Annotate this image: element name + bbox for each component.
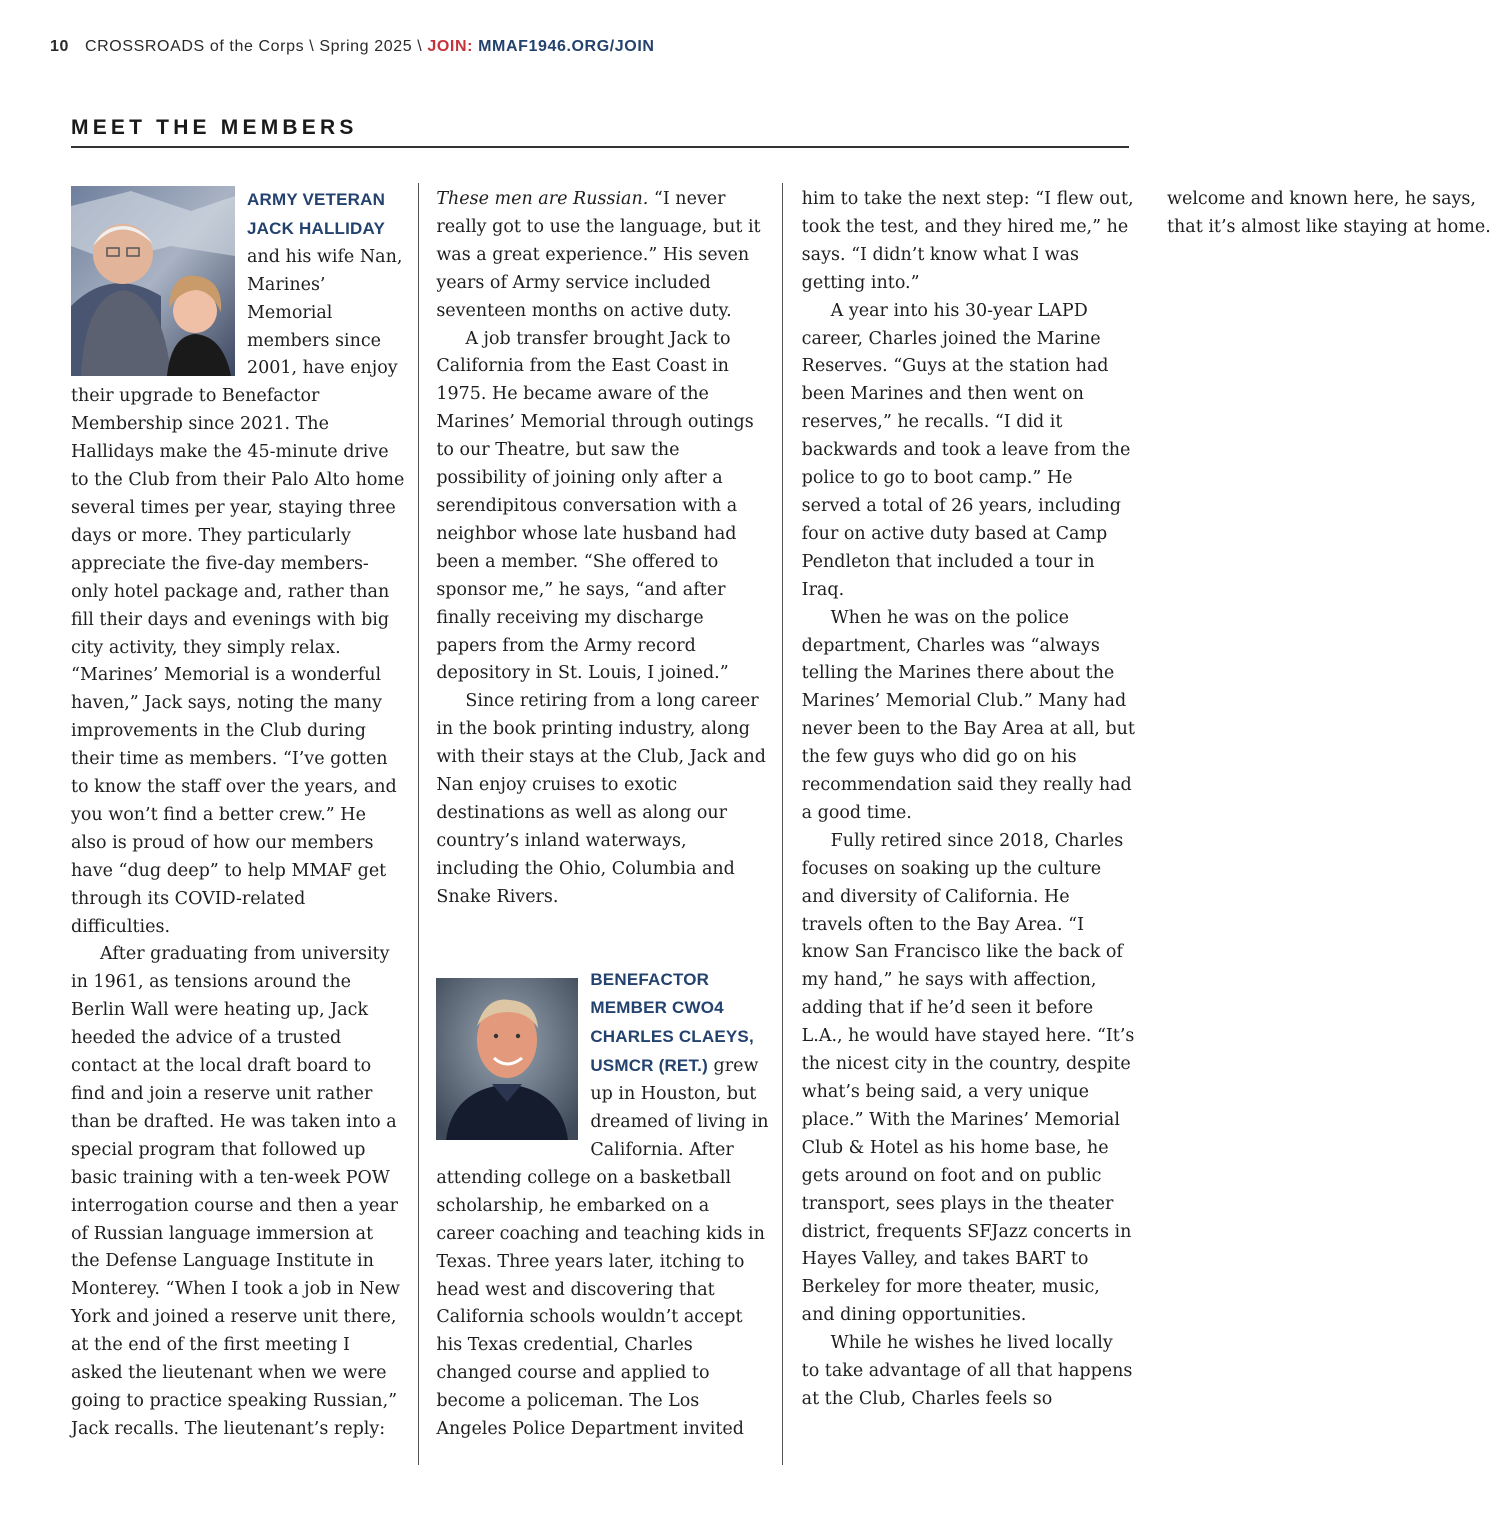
section-divider (71, 146, 1129, 148)
claeys-photo (436, 978, 578, 1140)
article2-para3: When he was on the police department, Charles was “always telling the Marines there about the Marines’ Memorial Club.” Many had never been to the Bay Area at all, but the few guys who did go on his recommendation said they really had a good time. (801, 607, 1135, 823)
article1-para4: Since retiring from a long career in the book printing industry, along with their stays at the Club, Jack and Nan enjoy cruises to exotic destinations as well as along our country’s inland waterways, including the Ohio, Columbia and Snake Rivers. (436, 691, 766, 907)
article1-para1: ARMY VETERAN JACK HALLIDAY and his wife Nan, Marines’ Memorial members since 2001, have enjoy their upgrade to Benefactor Membership since 2021. The Hallidays make the 45-minute drive to the Club from their Palo Alto home several times per year, staying three days or more. They particularly appreciate the five-day members-only hotel package and, rather than fill their days and evenings with big city activity, they simply relax. “Marines’ Memorial is a wonderful haven,” Jack says, noting the many improvements in the Club during their time as members. “I’ve gotten to know the staff over the years, and you won’t find a better crew.” He also is proud of how our members have “dug deep” to help MMAF get through its COVID-related difficulties. (71, 190, 405, 937)
page-number: 10 (50, 38, 69, 55)
article2-para4: Fully retired since 2018, Charles focuses on soaking up the culture and diversity of California. He travels often to the Bay Area. “I know San Francisco like the back of my hand,” he says with affection, adding that if he’d seen it before L.A., he would have stayed here. “It’s the nicest city in the country, despite what’s being said, a very unique place.” With the Marines’ Memorial Club & Hotel as his home base, he gets around on foot and on public transport, sees plays in the theater district, frequents SFJazz concerts in Hayes Valley, and takes BART to Berkeley for more theater, music, and dining opportunities. (801, 830, 1135, 1326)
article2-para5: While he wishes he lived locally to take advantage of all that happens at the Club, Charles feels so welcome and known here, he says, that it’s almost like staying at home. (801, 189, 1491, 1409)
article2-lead: BENEFACTOR MEMBER CWO4 CHARLES CLAEYS, USMCR (RET.) (590, 969, 754, 1076)
article1-para3: A job transfer brought Jack to California from the East Coast in 1975. He became aware of the Marines’ Memorial through outings to our Theatre, but saw the possibility of joining only after a serendipitous conversation with a neighbor whose late husband had been a member. “She offered to sponsor me,” he says, “and after finally receiving my discharge papers from the Army record depository in St. Louis, I joined.” (436, 328, 754, 684)
couple-portrait-icon (71, 186, 235, 376)
article1-lead: ARMY VETERAN JACK HALLIDAY (247, 190, 386, 238)
halliday-photo (71, 186, 235, 376)
article-body (71, 186, 1491, 1466)
page-header (50, 38, 655, 56)
man-portrait-icon (436, 978, 578, 1140)
article-spacer (436, 912, 769, 966)
article2-para2: A year into his 30-year LAPD career, Charles joined the Marine Reserves. “Guys at the station had been Marines and then went on reserves,” he recalls. “I did it backwards and took a leave from the police to go to boot camp.” He served a total of 26 years, including four on active duty based at Camp Pendleton that included a tour in Iraq. (801, 300, 1131, 600)
article1-para2: After graduating from university in 1961, as tensions around the Berlin Wall were heating up, Jack heeded the advice of a trusted contact at the local draft board to find and join a reserve unit rather than be drafted. He was taken into a special program that followed up basic training with a ten-week POW interrogation course and then a year of Russian language immersion at the Defense Language Institute in Monterey. “When I took a job in New York and joined a reserve unit there, at the end of the first meeting I asked the lieutenant when we were going to practice speaking Russian,” Jack recalls. The lieutenant’s reply: These men are Russian. “I never really got to use the language, but it was a great experience.” His seven years of Army service included seventeen months on active duty. (71, 189, 761, 1439)
join-label: JOIN: (427, 38, 474, 55)
section-title: MEET THE MEMBERS (71, 116, 358, 139)
article2-para1: BENEFACTOR MEMBER CWO4 CHARLES CLAEYS, USMCR (RET.) grew up in Houston, but dreamed of living in California. After attending college on a basketball scholarship, he embarked on a career coaching and teaching kids in Texas. Three years later, itching to head west and discovering that California schools wouldn’t accept his Texas credential, Charles changed course and applied to become a policeman. The Los Angeles Police Department invited him to take the next step: “I flew out, took the test, and they hired me,” he says. “I didn’t know what I was getting into.” (436, 189, 1134, 1440)
join-link[interactable]: MMAF1946.ORG/JOIN (478, 38, 655, 55)
publication-line: CROSSROADS of the Corps \ Spring 2025 \ (85, 38, 423, 55)
quote-italic: These men are Russian. (436, 189, 649, 209)
